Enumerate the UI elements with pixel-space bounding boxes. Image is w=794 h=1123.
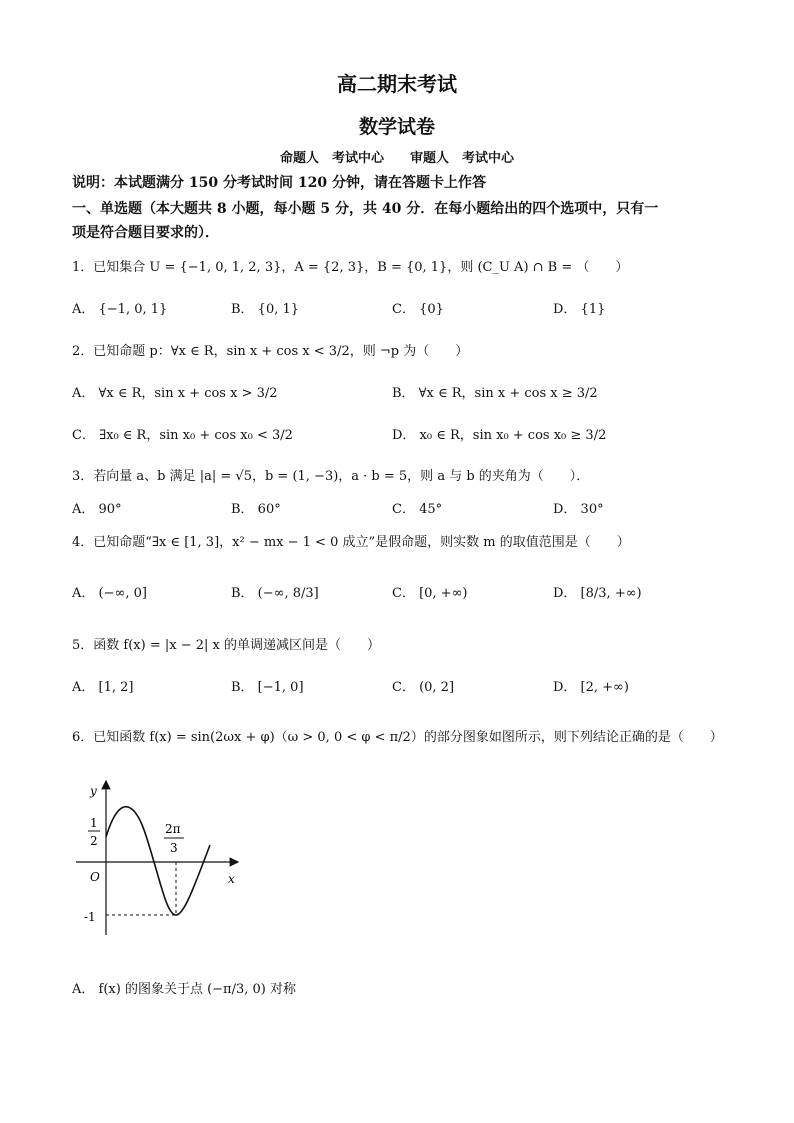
question-3-stem: 3．若向量 a、b 满足 |a| = √5，b = (1, −3)，a · b = 5，则 a 与 b 的夹角为（ ）． (72, 469, 590, 484)
question-3-option-d: D． 30° (553, 502, 604, 517)
question-5-option-a: A． [1, 2] (72, 680, 134, 695)
min-value-label: -1 (84, 910, 96, 924)
page-title: 高二期末考试 (337, 72, 457, 96)
question-1-stem: 1．已知集合 U = {−1, 0, 1, 2, 3}，A = {2, 3}，B = {0, 1}，则 (C_U A) ∩ B = （ ） (72, 260, 629, 275)
y-intercept-numerator: 1 (90, 816, 98, 830)
page-subtitle: 数学试卷 (358, 116, 435, 138)
x-axis-label: x (228, 872, 235, 886)
question-1-option-a: A． {−1, 0, 1} (72, 302, 168, 317)
sine-curve (106, 807, 210, 915)
instructions: 说明：本试题满分 150 分考试时间 120 分钟，请在答题卡上作答 (72, 175, 486, 191)
question-3-option-c: C． 45° (392, 502, 443, 517)
question-5-stem: 5．函数 f(x) = |x − 2| x 的单调递减区间是（ ） (72, 638, 380, 653)
question-4-option-d: D． [8/3, +∞) (553, 586, 642, 601)
question-4-stem: 4．已知命题“∃x ∈ [1, 3]，x² − mx − 1 < 0 成立”是假命题，则实数 m 的取值范围是（ ） (72, 535, 630, 550)
question-6-option-a: A． f(x) 的图象关于点 (−π/3, 0) 对称 (72, 982, 296, 997)
question-6-stem: 6．已知函数 f(x) = sin(2ωx + φ)（ω > 0, 0 < φ < π/2）的部分图象如图所示，则下列结论正确的是（ ） (72, 730, 723, 745)
question-5-option-d: D． [2, +∞) (553, 680, 629, 695)
question-3-option-a: A． 90° (72, 502, 122, 517)
origin-label: O (90, 870, 100, 884)
question-2-option-d: D． x₀ ∈ R，sin x₀ + cos x₀ ≥ 3/2 (392, 428, 607, 443)
y-intercept-denominator: 2 (90, 834, 98, 848)
section-heading-line1: 一、单选题（本大题共 8 小题，每小题 5 分，共 40 分．在每小题给出的四个选项中，只有一 (72, 201, 659, 217)
x-mark-numerator: 2π (165, 822, 181, 836)
question-1-option-c: C． {0} (392, 302, 444, 317)
question-4-option-a: A． (−∞, 0] (72, 586, 147, 601)
x-mark-denominator: 3 (170, 841, 178, 855)
question-3-option-b: B． 60° (231, 502, 281, 517)
function-graph (70, 775, 260, 945)
question-4-option-b: B． (−∞, 8/3] (231, 586, 319, 601)
y-axis-label: y (90, 784, 97, 798)
question-5-option-c: C． (0, 2] (392, 680, 455, 695)
authors-line: 命题人 考试中心 审题人 考试中心 (279, 151, 514, 166)
section-heading-line2: 项是符合题目要求的）． (72, 225, 219, 241)
question-1-option-b: B． {0, 1} (231, 302, 300, 317)
question-2-option-c: C． ∃x₀ ∈ R，sin x₀ + cos x₀ < 3/2 (72, 428, 293, 443)
question-4-option-c: C． [0, +∞) (392, 586, 468, 601)
question-1-option-d: D． {1} (553, 302, 606, 317)
question-2-option-b: B． ∀x ∈ R，sin x + cos x ≥ 3/2 (392, 386, 598, 401)
question-5-option-b: B． [−1, 0] (231, 680, 304, 695)
question-2-stem: 2．已知命题 p：∀x ∈ R，sin x + cos x < 3/2，则 ¬p 为（ ） (72, 344, 469, 359)
question-2-option-a: A． ∀x ∈ R，sin x + cos x > 3/2 (72, 386, 278, 401)
